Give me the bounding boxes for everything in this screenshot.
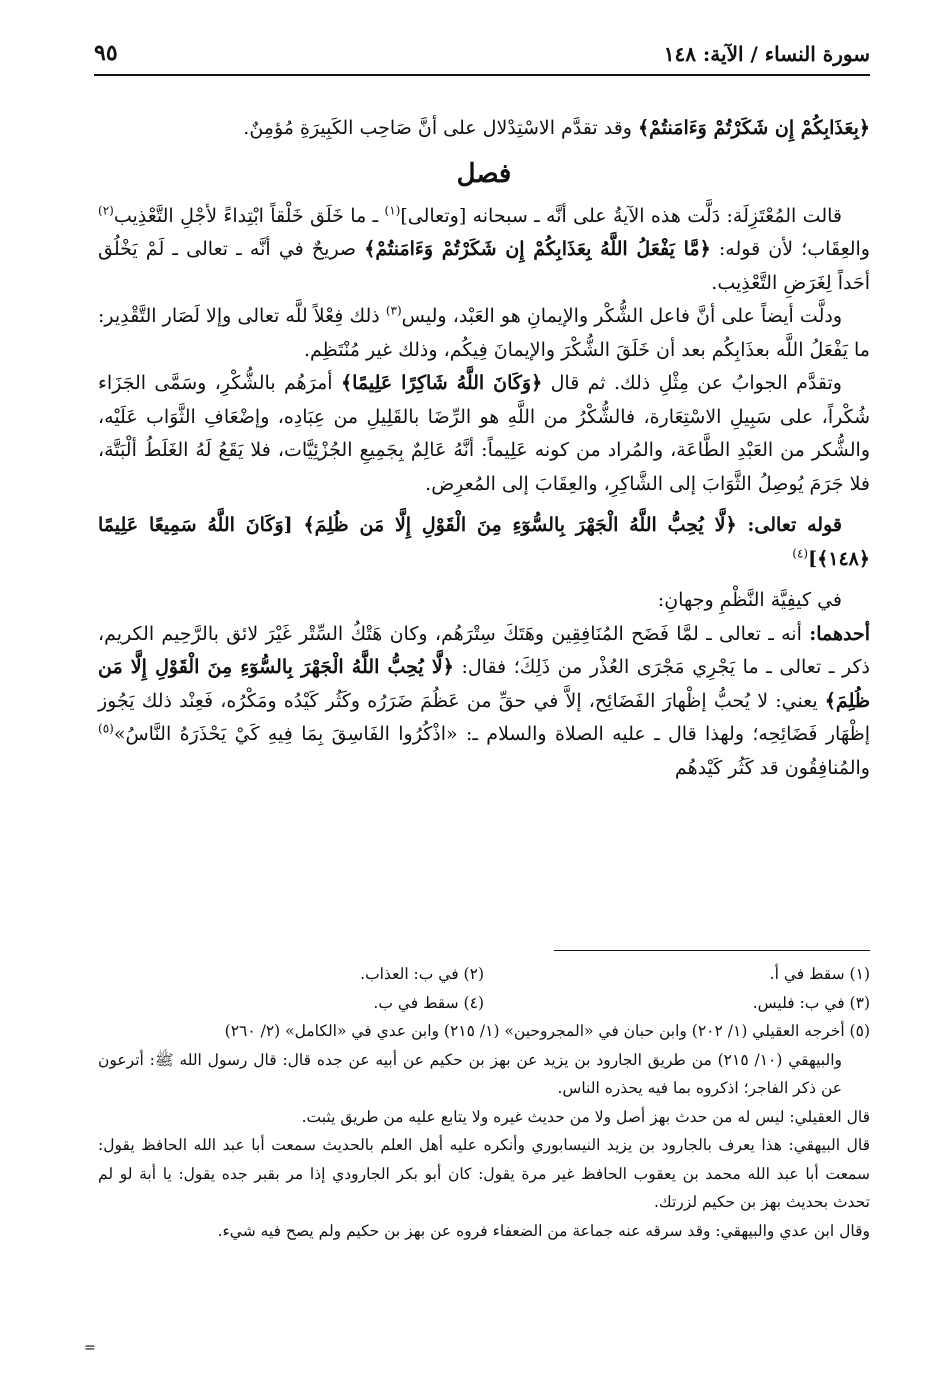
footnote-mark: (٢) xyxy=(98,203,114,218)
footnote-1: (١) سقط في أ. xyxy=(769,965,870,983)
quran-quote: ﴿وَكَانَ اللَّهُ شَاكِرًا عَلِيمًا﴾ xyxy=(340,372,543,394)
footnote-row xyxy=(98,960,870,989)
footnote-5-cont: وقال ابن عدي والبيهقي: وقد سرقه عنه جماعة من الضعفاء فروه عن بهز بن حكيم ولم يصح فيه شيء. xyxy=(217,1221,870,1240)
quran-quote: ﴿بِعَذَابِكُمْ إِن شَكَرْتُمْ وَءَامَنتُمْ﴾ xyxy=(638,117,870,139)
page-number: ٩٥ xyxy=(94,40,118,66)
section-heading: فصل xyxy=(456,158,512,189)
quran-quote: ﴿لَّا يُحِبُّ اللَّهُ الْجَهْرَ بِالسُّوٓءِ مِنَ الْقَوْلِ إِلَّا مَن ظُلِمَ﴾ [وَكَانَ اللَّهُ سَمِيعًا عَلِيمًا ﴿١٤٨﴾] xyxy=(98,514,870,570)
quran-quote: ﴿مَّا يَفْعَلُ اللَّهُ بِعَذَابِكُمْ إِن شَكَرْتُمْ وَءَامَنتُمْ﴾ xyxy=(364,238,711,260)
footnote-5-cont: قال العقيلي: ليس له من حدث بهز أصل ولا من حديث غيره ولا يتابع عليه من طريق يثبت. xyxy=(301,1107,870,1126)
quran-quote: ﴿لَّا يُحِبُّ اللَّهُ الْجَهْرَ بِالسُّوٓءِ مِنَ الْقَوْلِ إِلَّا مَن ظُلِمَ﴾ xyxy=(98,656,870,712)
text-span: ودلَّت أيضاً على أنَّ فاعل الشُّكْر والإيمانِ هو العَبْد، وليس xyxy=(401,305,842,327)
text-span: في كيفِيَّة النَّظْمِ وجهانِ: xyxy=(657,589,842,611)
text-span: أمرَهُم بالشُّكْرِ، وسَمَّى الجَزَاء شُكْراً، على سَبِيلِ الاسْتِعَارة، فالشُّكْرُ من اللَّهِ هو الرِّضَا بالقَلِيلِ من عِبَادِه، وإضْعَافِ الثَّوَاب عَلَيْه، والشُّكر من العَبْدِ الطَّاعَة، والمُراد من كونه عَلِيماً: أنَّهُ عَالِمٌ بِجَمِيعِ الجُزْئِيَّات، فلا يَقَعُ لَهُ الغَلَطُ ألْبَتَّة، فلا جَرَمَ يُوصِلُ الثَّوَابَ إلى الشَّاكِرِ، والعِقَابَ إلى المُعرِض. xyxy=(98,372,870,495)
text-span: وتقدَّم الجوابُ عن مِثْلِ ذلك. ثم قال xyxy=(542,372,842,394)
verse-intro: قوله تعالى: xyxy=(736,514,842,536)
paragraph-7 xyxy=(98,618,870,786)
paragraph-4 xyxy=(98,367,870,501)
text-span: قالت المُعْتَزِلَة: دَلَّت هذه الآيةُ على أنَّه ـ سبحانه [وتعالى] xyxy=(400,204,842,227)
text-span: وقد تقدَّم الاسْتِدْلال على أنَّ صَاحِب الكَبِيرَةِ مُؤمِنٌ. xyxy=(243,117,639,139)
text-span: ذلك فِعْلاً للَّه تعالى وإلا لَصَار التَّقْدِير: ما يَفْعَلُ اللَّه بعذَابِكُم بعد أن خَلَقَ الشُّكْرَ والإيمانَ فِيكُم، وذلك غير مُنْتَظِم. xyxy=(98,305,870,361)
footnote-mark: (٣) xyxy=(385,303,402,318)
margin-mark: = xyxy=(84,1340,96,1356)
text-span: يعني: لا يُحبُّ إظْهارَ الفَضَائِح، إلاَّ في حقِّ من عَظُمَ ضَرَرُه وكَثُر كَيْدُه ومَكْرُه، فَعِنْد ذلك يَجُوز إظْهَار فَضَائِحِه؛ ولهذا قال ـ عليه الصلاة والسلام ـ: «اذْكُرُوا الفَاسِقَ بِمَا فِيهِ كَيْ يَحْذَرَهُ النَّاسُ» xyxy=(98,689,870,745)
label-first: أحدهما: xyxy=(809,622,870,645)
paragraph-6 xyxy=(98,584,870,618)
text-span: أنه ـ تعالى ـ لمَّا فَضَح المُنَافِقِين وهَتَكَ سِتْرَهُم، وكان هَتْكُ السِّتْر غَيْرَ لائق بالرَّحِيم الكريم، ذكر ـ تعالى ـ ما يَجْرِي مَجْرَى العُذْر من ذَلِكَ؛ فقال: xyxy=(98,622,870,678)
footnote-mark: (٤) xyxy=(792,546,809,561)
text-span: صريحٌ في أنَّه ـ تعالى ـ لَمْ يَخْلُق أحَداً لِغَرَضِ التَّعْذِيب. xyxy=(98,238,870,294)
running-header xyxy=(94,40,870,76)
main-text xyxy=(98,112,870,785)
footnote-2: (٢) في ب: العذاب. xyxy=(360,965,484,983)
footnote-separator xyxy=(554,950,870,951)
text-span: والمُنافِقُون قد كَثُر كَيْدهُم xyxy=(674,756,870,779)
footnote-5: (٥) أخرجه العقيلي (١/ ٢٠٢) وابن حبان في «المجروحين» (١/ ٢١٥) وابن عدي في «الكامل» (٢/ ٢٦٠) xyxy=(224,1022,870,1040)
footnote-4: (٤) سقط في ب. xyxy=(373,993,484,1012)
footnote-row xyxy=(98,989,870,1018)
footnote-mark: (٥) xyxy=(98,721,114,736)
footnote-5-cont: قال البيهقي: هذا يعرف بالجارود بن يزيد النيسابوري وأنكره عليه أهل العلم بالحديث سمعت أبا عبد الله الحافظ يقول: سمعت أبا عبد الله محمد بن يعقوب الحافظ غير مرة يقول: كان أبو بكر الجارودي إذا مر بقبر جده يقول: يا أبة لو لم تحدث بحديث بهز بن حكيم لزرتك. xyxy=(98,1136,870,1211)
text-span: ـ ما خَلَق خَلْقاً ابْتِداءً لأجْلِ التَّعْذِيب xyxy=(113,204,385,227)
paragraph-2 xyxy=(98,200,870,301)
paragraph-1 xyxy=(98,112,870,146)
text-span: والعِقَاب؛ لأن قوله: xyxy=(710,238,870,260)
paragraph-verse-148 xyxy=(98,509,870,576)
footnote-mark: (١) xyxy=(384,203,401,218)
paragraph-3 xyxy=(98,300,870,367)
footnotes xyxy=(98,960,870,1245)
footnote-5-cont: والبيهقي (١٠/ ٢١٥) من طريق الجارود بن يزيد عن بهز بن حكيم عن أبيه عن جده قال: قال رسول الله ﷺ: أترعون عن ذكر الفاجر؛ اذكروه بما فيه يحذره الناس. xyxy=(98,1050,842,1097)
footnote-3: (٣) في ب: فليس. xyxy=(752,993,870,1012)
header-title: سورة النساء / الآية: ١٤٨ xyxy=(663,42,870,66)
